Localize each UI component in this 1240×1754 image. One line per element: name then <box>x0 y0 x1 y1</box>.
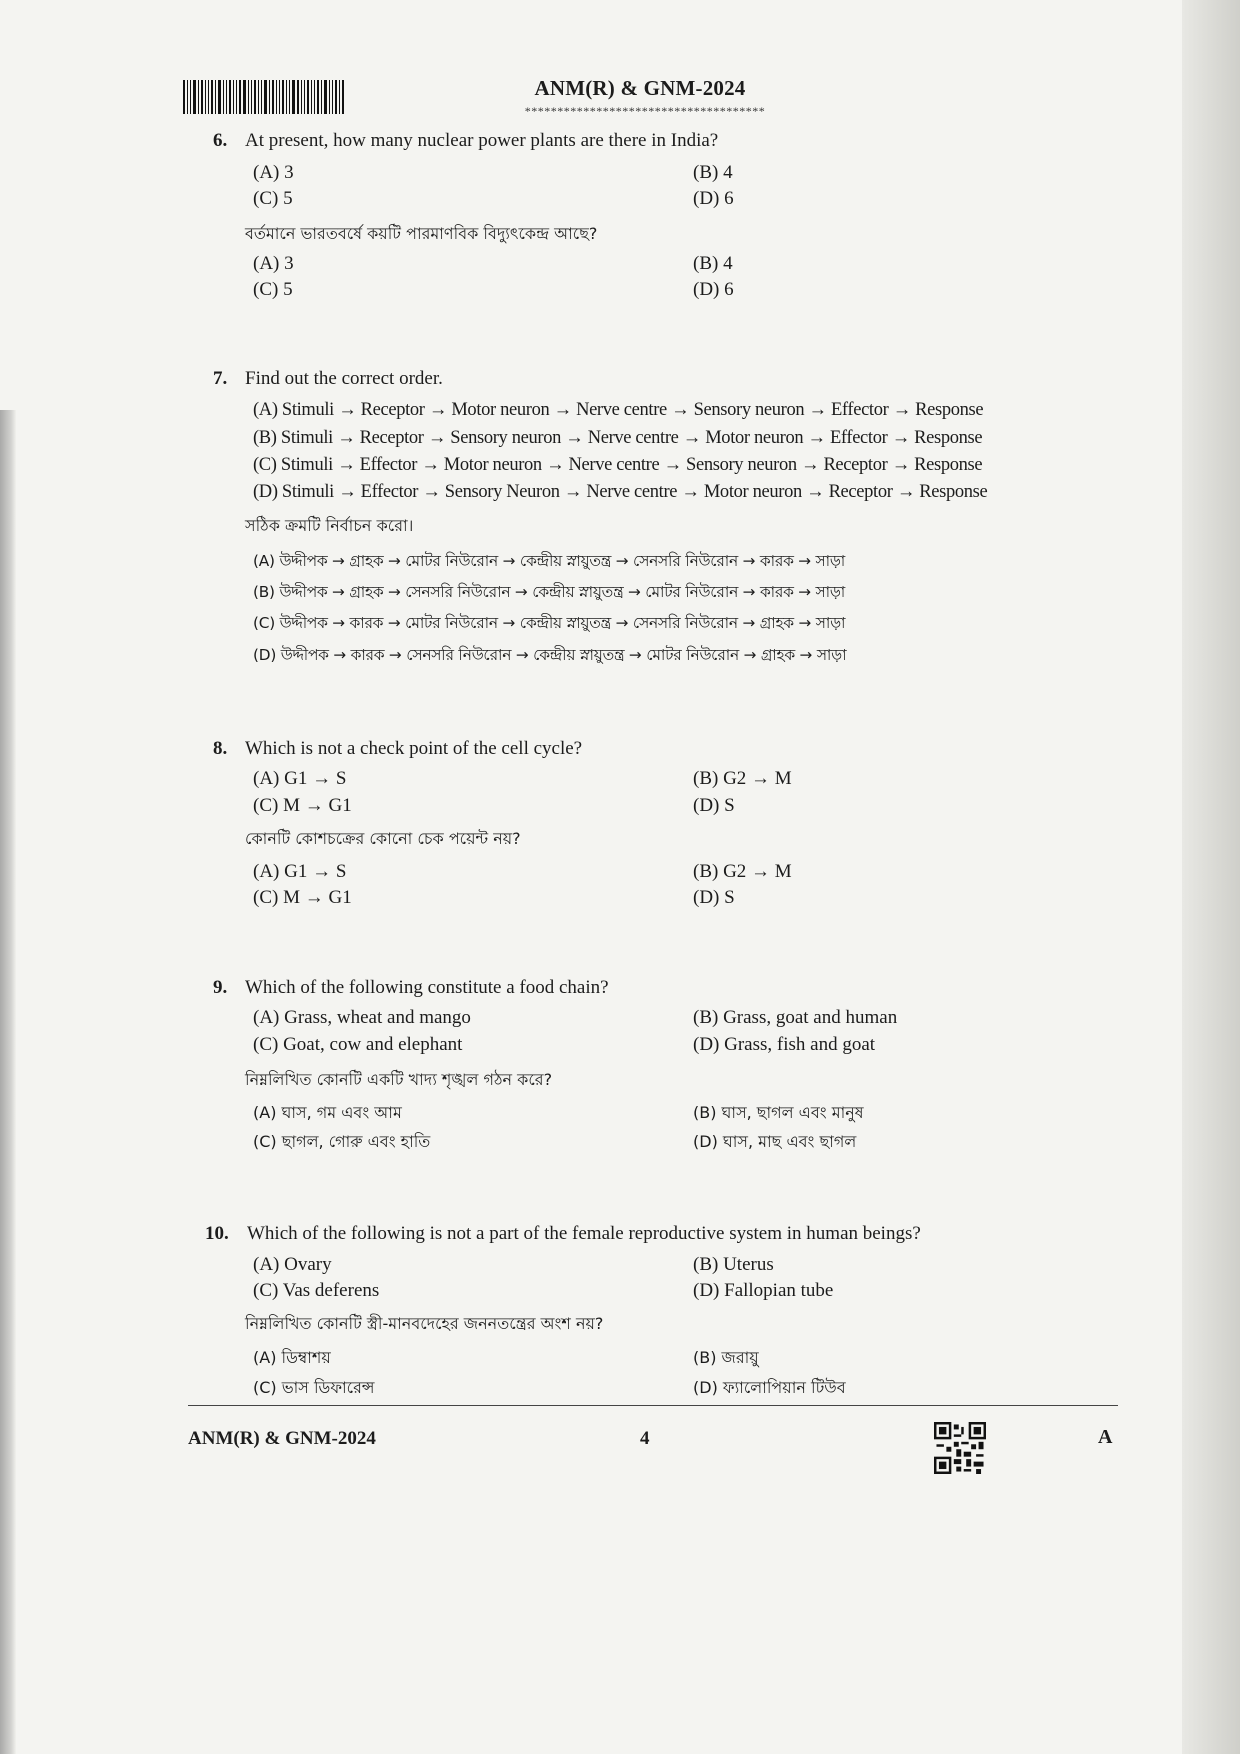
barcode-bar <box>276 80 277 114</box>
barcode-bar <box>286 80 287 114</box>
option-b-en[interactable]: (B) Uterus <box>693 1254 774 1275</box>
option-a-bn[interactable]: (A) ডিম্বাশয় <box>253 1348 331 1367</box>
option-a-en[interactable]: (A) G1 → S <box>253 768 347 789</box>
barcode-bar <box>272 80 274 114</box>
question-stem-bn: নিম্নলিখিত কোনটি স্ত্রী-মানবদেহের জননতন্ত্রের অংশ নয়? <box>245 1314 604 1333</box>
barcode-bar <box>269 80 270 114</box>
option-b-bn[interactable]: (B) জরায়ু <box>693 1348 759 1367</box>
question-stem-bn: কোনটি কোশচক্রের কোনো চেক পয়েন্ট নয়? <box>245 829 521 848</box>
option-d-en[interactable]: (D) S <box>693 795 735 816</box>
page-header-title: ANM(R) & GNM-2024 <box>534 76 746 100</box>
question-number: 6. <box>213 130 228 151</box>
option-c-en[interactable]: (C) 5 <box>253 188 293 209</box>
question-number: 10. <box>205 1223 229 1244</box>
option-b-bn[interactable]: (B) 4 <box>693 253 733 274</box>
option-c-en[interactable]: (C) Vas deferens <box>253 1280 380 1301</box>
option-d-bn[interactable]: (D) উদ্দীপক → কারক → সেনসরি নিউরোন → কেন্দ্রীয় স্নায়ুতন্ত্র → মোটর নিউরোন → গ্রাহক → সাড়া <box>253 646 847 664</box>
barcode-bar <box>254 80 256 114</box>
barcode-bar <box>187 80 188 114</box>
barcode-bar <box>218 80 221 114</box>
barcode-bar <box>251 80 252 114</box>
option-c-bn[interactable]: (C) M → G1 <box>253 887 352 908</box>
barcode-bar <box>342 80 344 114</box>
option-b-en[interactable]: (B) Grass, goat and human <box>693 1007 898 1028</box>
option-a-en[interactable]: (A) Ovary <box>253 1254 332 1275</box>
barcode-icon <box>183 80 373 114</box>
barcode-bar <box>239 80 241 114</box>
option-c-en[interactable]: (C) Goat, cow and elephant <box>253 1034 463 1055</box>
option-d-bn[interactable]: (D) ঘাস, মাছ এবং ছাগল <box>693 1132 857 1151</box>
scan-edge <box>0 410 16 1754</box>
page-number: 4 <box>640 1428 650 1449</box>
option-c-bn[interactable]: (C) ছাগল, গোরু এবং হাতি <box>253 1132 431 1151</box>
option-c-bn[interactable]: (C) ভাস ডিফারেন্স <box>253 1378 375 1397</box>
question-stem-en: Which of the following is not a part of the female reproductive system in human beings? <box>247 1223 921 1244</box>
barcode-bar <box>201 80 203 114</box>
barcode-bar <box>226 80 227 114</box>
option-a-bn[interactable]: (A) ঘাস, গম এবং আম <box>253 1103 402 1122</box>
barcode-bar <box>229 80 231 114</box>
option-d-en[interactable]: (D) 6 <box>693 188 734 209</box>
barcode-bar <box>183 80 185 114</box>
barcode-bar <box>211 80 213 114</box>
option-d-en[interactable]: (D) Grass, fish and goat <box>693 1034 876 1055</box>
barcode-bar <box>279 80 280 114</box>
barcode-bar <box>301 80 302 114</box>
question-stem-bn: সঠিক ক্রমটি নির্বাচন করো। <box>245 516 414 535</box>
barcode-bar <box>332 80 333 114</box>
option-d-bn[interactable]: (D) ফ্যালোপিয়ান টিউব <box>693 1378 846 1397</box>
barcode-bar <box>233 80 234 114</box>
question-stem-en: Which of the following constitute a food chain? <box>245 977 609 998</box>
barcode-bar <box>236 80 237 114</box>
option-d-en[interactable]: (D) Stimuli → Effector → Sensory Neuron → Nerve centre → Motor neuron → Receptor → Response <box>253 482 988 502</box>
question-stem-bn: নিম্নলিখিত কোনটি একটি খাদ্য শৃঙ্খল গঠন করে? <box>245 1070 553 1089</box>
question-number: 8. <box>213 738 228 759</box>
barcode-bar <box>317 80 319 114</box>
barcode-bar <box>264 80 267 114</box>
option-c-bn[interactable]: (C) উদ্দীপক → কারক → মোটর নিউরোন → কেন্দ্রীয় স্নায়ুতন্ত্র → সেনসরি নিউরোন → গ্রাহক → সাড়া <box>253 614 846 632</box>
barcode-bar <box>243 80 246 114</box>
option-b-bn[interactable]: (B) উদ্দীপক → গ্রাহক → সেনসরি নিউরোন → কেন্দ্রীয় স্নায়ুতন্ত্র → মোটর নিউরোন → কারক → সাড়া <box>253 583 846 601</box>
barcode-bar <box>314 80 315 114</box>
option-a-en[interactable]: (A) 3 <box>253 162 294 183</box>
barcode-bar <box>321 80 322 114</box>
barcode-bar <box>261 80 262 114</box>
barcode-bar <box>282 80 284 114</box>
option-a-en[interactable]: (A) Stimuli → Receptor → Motor neuron → Nerve centre → Sensory neuron → Effector → Response <box>253 400 984 420</box>
option-d-en[interactable]: (D) Fallopian tube <box>693 1280 834 1301</box>
qr-code-icon <box>934 1422 986 1474</box>
option-c-bn[interactable]: (C) 5 <box>253 279 293 300</box>
option-c-en[interactable]: (C) M → G1 <box>253 795 352 816</box>
question-stem-en: At present, how many nuclear power plants are there in India? <box>245 130 719 151</box>
footer-exam-title: ANM(R) & GNM-2024 <box>188 1428 376 1449</box>
barcode-bar <box>311 80 312 114</box>
barcode-bar <box>297 80 299 114</box>
page-edge-shadow <box>1182 0 1240 1754</box>
option-b-en[interactable]: (B) 4 <box>693 162 733 183</box>
option-d-bn[interactable]: (D) 6 <box>693 279 734 300</box>
barcode-bar <box>329 80 330 114</box>
option-b-bn[interactable]: (B) ঘাস, ছাগল এবং মানুষ <box>693 1103 864 1122</box>
barcode-bar <box>190 80 191 114</box>
option-a-bn[interactable]: (A) উদ্দীপক → গ্রাহক → মোটর নিউরোন → কেন্দ্রীয় স্নায়ুতন্ত্র → সেনসরি নিউরোন → কারক → সাড়া <box>253 552 846 570</box>
option-b-en[interactable]: (B) G2 → M <box>693 768 792 789</box>
barcode-bar <box>258 80 259 114</box>
option-c-en[interactable]: (C) Stimuli → Effector → Motor neuron → Nerve centre → Sensory neuron → Receptor → Response <box>253 455 983 475</box>
question-number: 9. <box>213 977 228 998</box>
barcode-bar <box>324 80 327 114</box>
barcode-bar <box>215 80 216 114</box>
barcode-bar <box>198 80 199 114</box>
barcode-bar <box>304 80 305 114</box>
question-set-code: A <box>1098 1426 1113 1448</box>
question-stem-en: Which is not a check point of the cell cycle? <box>245 738 583 759</box>
barcode-bar <box>292 80 295 114</box>
barcode-bar <box>248 80 249 114</box>
footer-divider <box>188 1405 1118 1406</box>
barcode-bar <box>335 80 337 114</box>
question-stem-bn: বর্তমানে ভারতবর্ষে কয়টি পারমাণবিক বিদ্যুৎকেন্দ্র আছে? <box>245 224 598 243</box>
barcode-bar <box>208 80 209 114</box>
barcode-bar <box>193 80 196 114</box>
option-a-en[interactable]: (A) Grass, wheat and mango <box>253 1007 471 1028</box>
barcode-bar <box>289 80 290 114</box>
barcode-bar <box>205 80 206 114</box>
option-b-bn[interactable]: (B) G2 → M <box>693 861 792 882</box>
question-stem-en: Find out the correct order. <box>245 368 443 389</box>
barcode-bar <box>223 80 224 114</box>
header-divider-stars: ************************************* <box>524 104 766 118</box>
barcode-bar <box>307 80 309 114</box>
option-a-bn[interactable]: (A) G1 → S <box>253 861 347 882</box>
option-d-bn[interactable]: (D) S <box>693 887 735 908</box>
barcode-bar <box>339 80 340 114</box>
question-number: 7. <box>213 368 228 389</box>
option-b-en[interactable]: (B) Stimuli → Receptor → Sensory neuron → Nerve centre → Motor neuron → Effector → Response <box>253 428 983 448</box>
option-a-bn[interactable]: (A) 3 <box>253 253 294 274</box>
